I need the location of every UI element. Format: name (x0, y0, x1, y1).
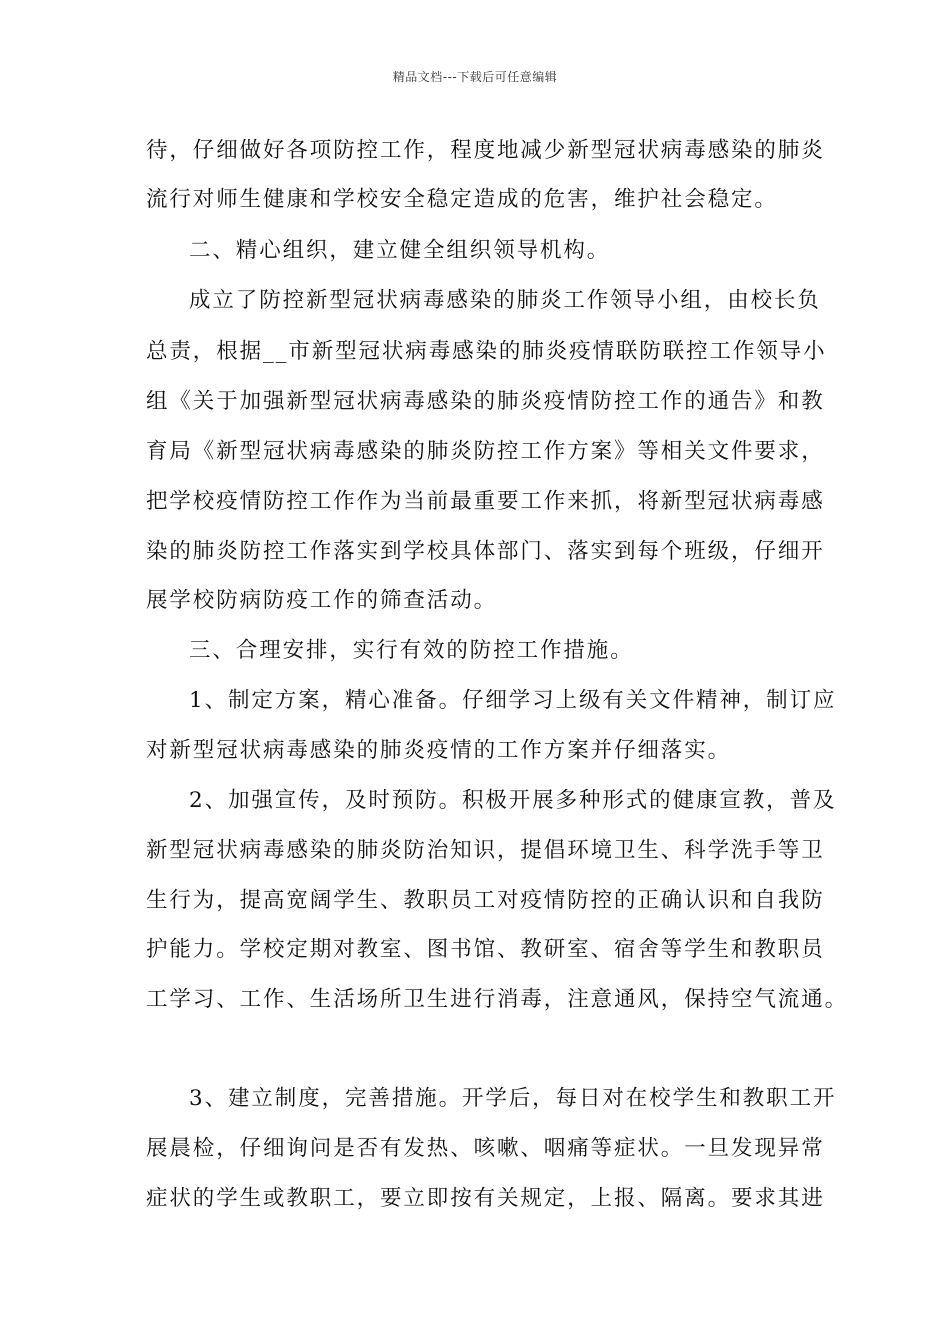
body-line-9: 染的肺炎防控工作落实到学校具体部门、落实到每个班级，仔细开 (146, 539, 825, 564)
body-line-4: 成立了防控新型冠状病毒感染的肺炎工作领导小组，由校长负 (189, 288, 821, 313)
body-line-7: 育局《新型冠状病毒感染的肺炎防控工作方案》等相关文件要求， (146, 439, 825, 464)
body-line-8: 把学校疫情防控工作作为当前最重要工作来抓，将新型冠状病毒感 (146, 489, 825, 514)
body-line-18: 工学习、工作、生活场所卫生进行消毒，注意通风，保持空气流通。 (146, 987, 849, 1012)
body-line-20: 展晨检，仔细询问是否有发热、咳嗽、咽痛等症状。一旦发现异常 (146, 1136, 825, 1161)
body-line-1: 待，仔细做好各项防控工作，程度地减少新型冠状病毒感染的肺炎 (146, 138, 825, 163)
body-line-17: 护能力。学校定期对教室、图书馆、教研室、宿舍等学生和教职员 (146, 937, 825, 962)
body-line-5: 总责，根据__市新型冠状病毒感染的肺炎疫情联防联控工作领导小 (146, 339, 827, 364)
page-header: 精品文档---下载后可任意编辑 (392, 70, 558, 84)
body-line-14: 2、加强宣传，及时预防。积极开展多种形式的健康宣教，普及 (189, 788, 837, 813)
body-line-6: 组《关于加强新型冠状病毒感染的肺炎疫情防控工作的通告》和教 (146, 389, 825, 414)
body-line-10: 展学校防病防疫工作的筛查活动。 (146, 588, 498, 613)
body-line-13: 对新型冠状病毒感染的肺炎疫情的工作方案并仔细落实。 (146, 738, 732, 763)
body-line-21: 症状的学生或教职工，要立即按有关规定，上报、隔离。要求其进 (146, 1186, 825, 1211)
body-line-2: 流行对师生健康和学校安全稳定造成的危害，维护社会稳定。 (146, 187, 778, 212)
section-heading-3: 三、合理安排，实行有效的防控工作措施。 (189, 638, 634, 663)
body-line-12: 1、制定方案，精心准备。仔细学习上级有关文件精神，制订应 (189, 688, 837, 713)
body-line-15: 新型冠状病毒感染的肺炎防治知识，提倡环境卫生、科学洗手等卫 (146, 838, 825, 863)
body-line-19: 3、建立制度，完善措施。开学后，每日对在校学生和教职工开 (189, 1086, 837, 1111)
body-line-16: 生行为，提高宽阔学生、教职员工对疫情防控的正确认识和自我防 (146, 888, 825, 913)
section-heading-2: 二、精心组织，建立健全组织领导机构。 (189, 238, 611, 263)
